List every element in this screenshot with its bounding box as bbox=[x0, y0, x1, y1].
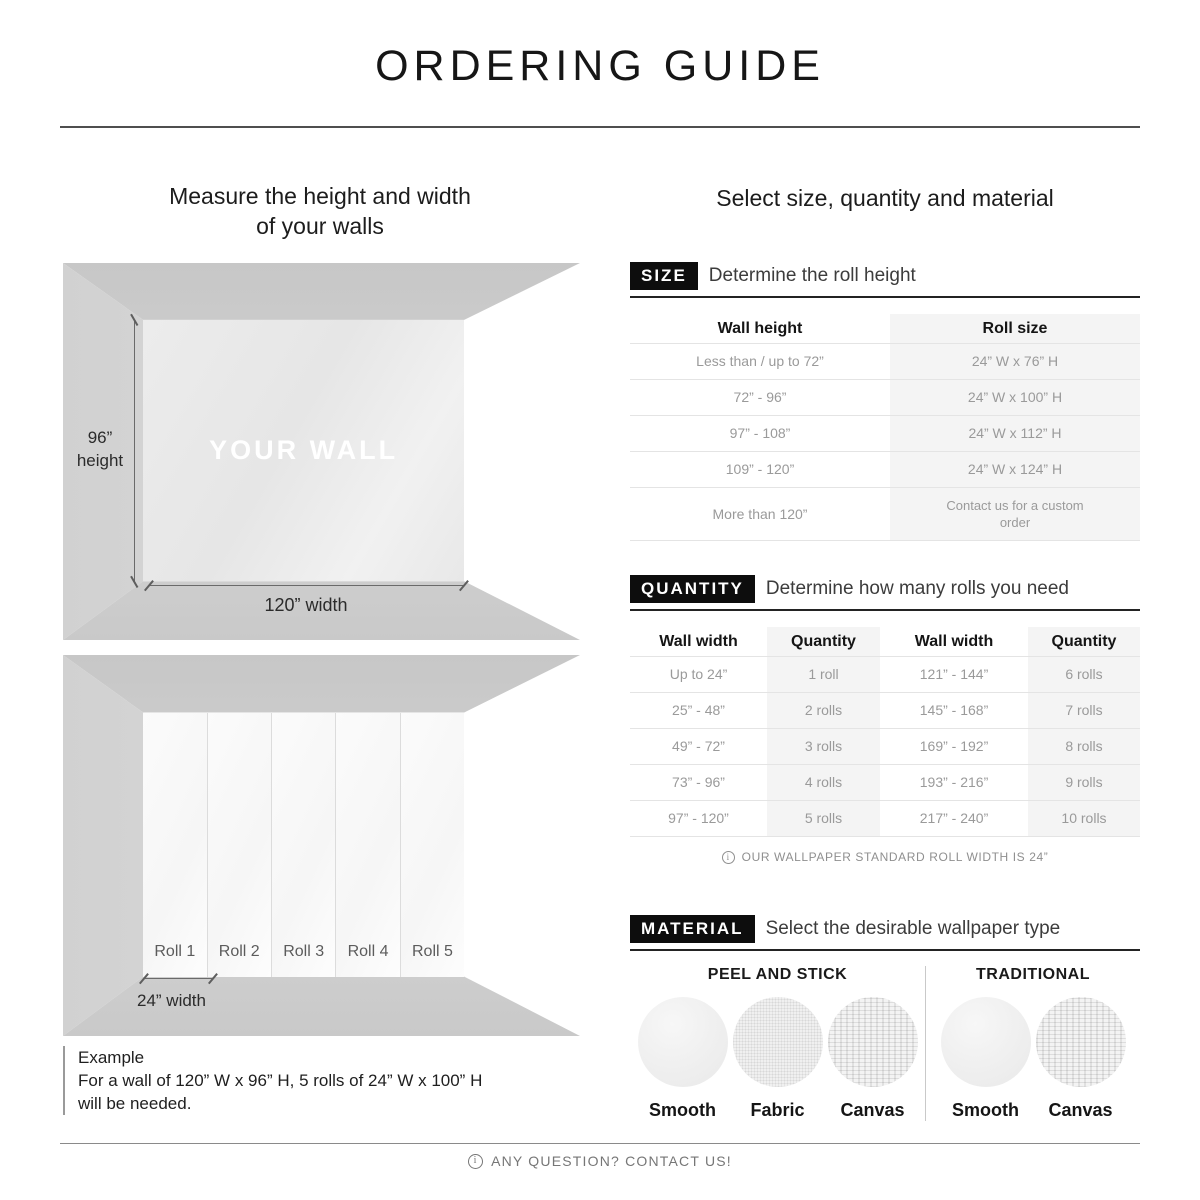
footer-text: ANY QUESTION? CONTACT US! bbox=[491, 1153, 732, 1169]
header-divider bbox=[60, 126, 1140, 128]
quantity-table bbox=[630, 627, 1140, 837]
roll-panel bbox=[336, 713, 400, 977]
measure-heading bbox=[60, 181, 580, 241]
size-badge: SIZE bbox=[630, 262, 698, 290]
roll-label: Roll 5 bbox=[412, 942, 453, 960]
col-roll-size: Roll size bbox=[890, 314, 1140, 343]
quantity-badge: QUANTITY bbox=[630, 575, 755, 603]
size-table-row: 109” - 120” 24” W x 124” H bbox=[630, 451, 1140, 487]
room-illustration-your-wall bbox=[63, 263, 580, 640]
size-table-row: Less than / up to 72” 24” W x 76” H bbox=[630, 343, 1140, 379]
size-table-row: 72” - 96” 24” W x 100” H bbox=[630, 379, 1140, 415]
canvas-texture-swatch bbox=[1036, 997, 1126, 1087]
example-line2: will be needed. bbox=[78, 1094, 192, 1113]
material-group-peel-and-stick bbox=[630, 966, 925, 1121]
col-wall-height: Wall height bbox=[717, 320, 803, 337]
roll-width-label: 24” width bbox=[137, 991, 206, 1010]
footer bbox=[0, 1153, 1200, 1169]
quantity-subtitle: Determine how many rolls you need bbox=[765, 578, 1069, 599]
material-section bbox=[630, 915, 1140, 1121]
material-groups bbox=[630, 966, 1140, 1121]
roll-label: Roll 1 bbox=[154, 942, 196, 960]
info-icon bbox=[468, 1154, 483, 1169]
quantity-table-row: 73” - 96” 4 rolls 193” - 216” 9 rolls bbox=[630, 764, 1140, 800]
size-section-header bbox=[630, 262, 1140, 298]
roll-panel bbox=[143, 713, 207, 977]
example-block bbox=[63, 1046, 543, 1115]
material-option-smooth: Smooth bbox=[638, 997, 728, 1121]
quantity-section-header bbox=[630, 575, 1140, 611]
size-table-header-row bbox=[630, 314, 1140, 343]
group-name: PEEL AND STICK bbox=[707, 966, 848, 983]
roll-label: Roll 3 bbox=[283, 942, 325, 960]
width-label: 120” width bbox=[264, 595, 348, 615]
info-icon bbox=[722, 851, 735, 864]
size-subtitle: Determine the roll height bbox=[708, 265, 916, 286]
material-option-smooth: Smooth bbox=[941, 997, 1031, 1121]
roll-label: Roll 2 bbox=[218, 942, 260, 960]
roll-panel bbox=[401, 713, 464, 977]
size-table-row: More than 120” Contact us for a custom order bbox=[630, 487, 1140, 540]
group-name: TRADITIONAL bbox=[976, 966, 1090, 983]
roll-width-note: i OUR WALLPAPER STANDARD ROLL WIDTH IS 24” bbox=[630, 850, 1140, 864]
width-dimension-line bbox=[149, 585, 463, 586]
measure-heading-line2: of your walls bbox=[256, 213, 384, 239]
fabric-texture-swatch bbox=[733, 997, 823, 1087]
height-label: 96” height bbox=[76, 428, 124, 470]
back-wall-illustration bbox=[143, 320, 464, 581]
roll-width-dimension-line bbox=[144, 978, 212, 979]
quantity-table-row: 25” - 48” 2 rolls 145” - 168” 7 rolls bbox=[630, 692, 1140, 728]
your-wall-label: YOUR WALL bbox=[209, 435, 399, 466]
size-section bbox=[630, 262, 1140, 541]
roll-label: Roll 4 bbox=[347, 942, 389, 960]
material-subtitle: Select the desirable wallpaper type bbox=[765, 918, 1061, 939]
roll-panel bbox=[272, 713, 336, 977]
roll-panel bbox=[208, 713, 272, 977]
smooth-texture-swatch bbox=[941, 997, 1031, 1087]
example-line1: For a wall of 120” W x 96” H, 5 rolls of 24” W x 100” H bbox=[78, 1071, 483, 1090]
size-table bbox=[630, 314, 1140, 541]
select-heading: Select size, quantity and material bbox=[716, 185, 1054, 211]
footer-divider bbox=[60, 1143, 1140, 1144]
material-section-header bbox=[630, 915, 1140, 951]
quantity-table-row: 49” - 72” 3 rolls 169” - 192” 8 rolls bbox=[630, 728, 1140, 764]
example-title: Example bbox=[78, 1048, 145, 1067]
quantity-table-row: Up to 24” 1 roll 121” - 144” 6 rolls bbox=[630, 656, 1140, 692]
wallpaper-panels bbox=[143, 713, 464, 977]
quantity-table-header-row: Wall width Quantity Wall width Quantity bbox=[630, 627, 1140, 656]
measure-heading-line1: Measure the height and width bbox=[169, 183, 471, 209]
material-option-canvas: Canvas bbox=[828, 997, 918, 1121]
size-table-row: 97” - 108” 24” W x 112” H bbox=[630, 415, 1140, 451]
canvas-texture-swatch bbox=[828, 997, 918, 1087]
material-badge: MATERIAL bbox=[630, 915, 755, 943]
page-title: ORDERING GUIDE bbox=[375, 42, 825, 90]
material-option-canvas: Canvas bbox=[1036, 997, 1126, 1121]
material-group-traditional bbox=[925, 966, 1140, 1121]
room-illustration-rolls bbox=[63, 655, 580, 1036]
quantity-table-row: 97” - 120” 5 rolls 217” - 240” 10 rolls bbox=[630, 800, 1140, 836]
quantity-section bbox=[630, 575, 1140, 864]
smooth-texture-swatch bbox=[638, 997, 728, 1087]
material-option-fabric: Fabric bbox=[733, 997, 823, 1121]
